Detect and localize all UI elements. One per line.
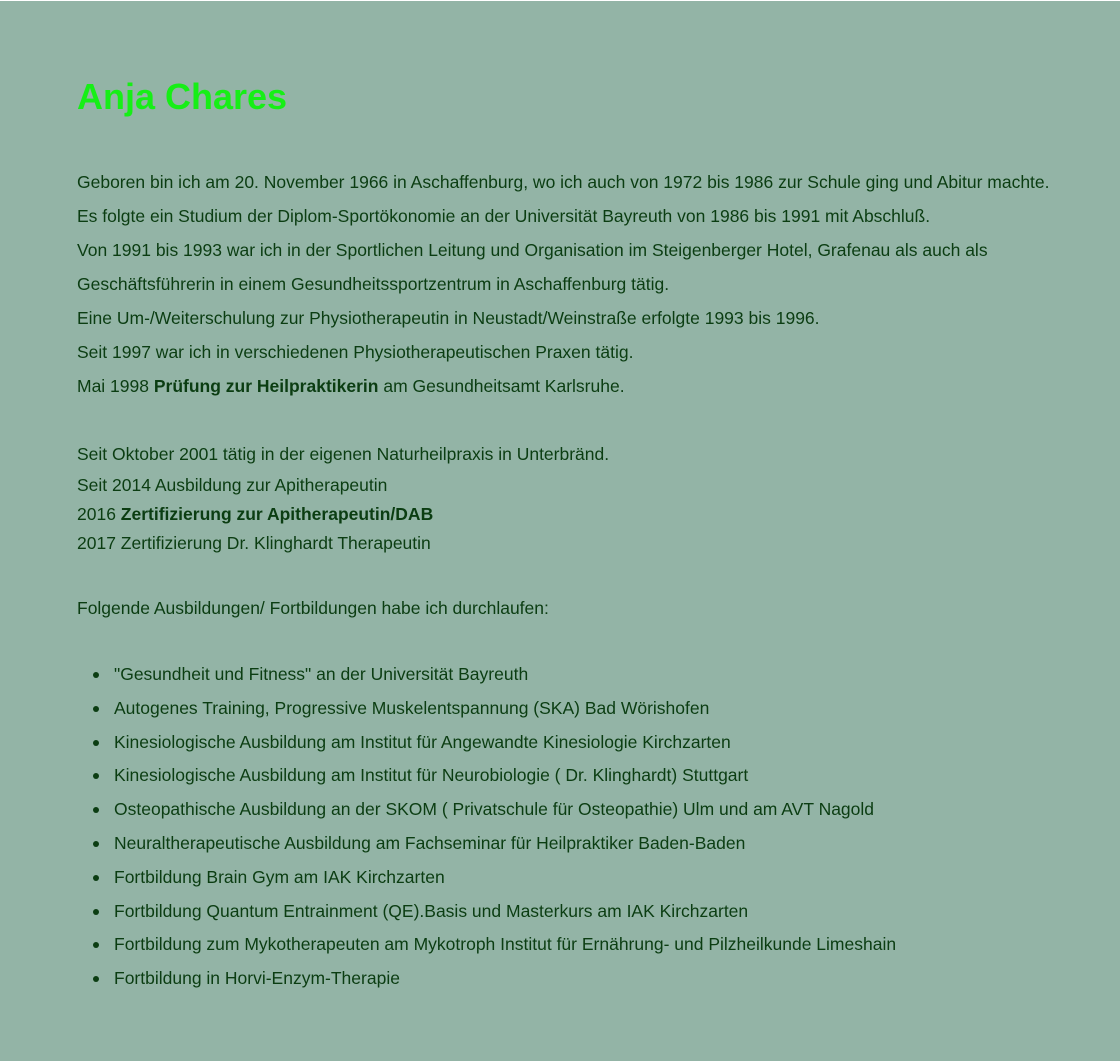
exam-suffix: am Gesundheitsamt Karlsruhe. bbox=[378, 376, 625, 396]
exam-prefix: Mai 1998 bbox=[77, 376, 154, 396]
bio-career: Von 1991 bis 1993 war ich in der Sportlichen Leitung und Organisation im Steigenberger Hotel, Grafenau als auch als Geschäftsführerin in einem Gesundheitssportzentrum in Aschaffenburg tätig. bbox=[77, 240, 988, 294]
courses-list bbox=[77, 658, 1077, 996]
list-item: Neuraltherapeutische Ausbildung am Fachseminar für Heilpraktiker Baden-Baden bbox=[114, 827, 1077, 861]
credentials bbox=[77, 471, 1077, 558]
list-item: Fortbildung zum Mykotherapeuten am Mykotroph Institut für Ernährung- und Pilzheilkunde Limeshain bbox=[114, 928, 1077, 962]
biography bbox=[77, 165, 1077, 471]
list-item: Fortbildung in Horvi-Enzym-Therapie bbox=[114, 962, 1077, 996]
cert-prefix: 2016 bbox=[77, 504, 121, 524]
main-content bbox=[77, 77, 1077, 996]
bio-own-practice: Seit Oktober 2001 tätig in der eigenen Naturheilpraxis in Unterbränd. bbox=[77, 444, 610, 464]
bio-physio-training: Eine Um-/Weiterschulung zur Physiotherapeutin in Neustadt/Weinstraße erfolgte 1993 bis 1996. bbox=[77, 308, 820, 328]
courses-intro: Folgende Ausbildungen/ Fortbildungen habe ich durchlaufen: bbox=[77, 598, 549, 618]
list-item: Fortbildung Quantum Entrainment (QE).Basis und Masterkurs am IAK Kirchzarten bbox=[114, 895, 1077, 929]
credential-apitherapy-training: Seit 2014 Ausbildung zur Apitherapeutin bbox=[77, 475, 388, 495]
spacer bbox=[77, 403, 1077, 437]
exam-highlight: Prüfung zur Heilpraktikerin bbox=[153, 376, 379, 396]
credential-klinghardt-certification: 2017 Zertifizierung Dr. Klinghardt Therapeutin bbox=[77, 533, 431, 553]
list-item: "Gesundheit und Fitness" an der Universität Bayreuth bbox=[114, 658, 1077, 692]
page-title: Anja Chares bbox=[77, 76, 288, 117]
credential-apitherapy-certification bbox=[77, 500, 1077, 529]
bio-heilpraktiker-exam bbox=[77, 369, 1077, 403]
bio-studies: Es folgte ein Studium der Diplom-Sportökonomie an der Universität Bayreuth von 1986 bis 1991 mit Abschluß. bbox=[77, 206, 931, 226]
list-item: Osteopathische Ausbildung an der SKOM ( Privatschule für Osteopathie) Ulm und am AVT Nagold bbox=[114, 793, 1077, 827]
list-item: Fortbildung Brain Gym am IAK Kirchzarten bbox=[114, 861, 1077, 895]
list-item: Kinesiologische Ausbildung am Institut für Neurobiologie ( Dr. Klinghardt) Stuttgart bbox=[114, 759, 1077, 793]
list-item: Autogenes Training, Progressive Muskelentspannung (SKA) Bad Wörishofen bbox=[114, 692, 1077, 726]
bio-birth: Geboren bin ich am 20. November 1966 in Aschaffenburg, wo ich auch von 1972 bis 1986 zur Schule ging und Abitur machte. bbox=[77, 172, 1050, 192]
list-item: Kinesiologische Ausbildung am Institut für Angewandte Kinesiologie Kirchzarten bbox=[114, 726, 1077, 760]
bio-physio-practice: Seit 1997 war ich in verschiedenen Physiotherapeutischen Praxen tätig. bbox=[77, 342, 634, 362]
cert-highlight: Zertifizierung zur Apitherapeutin/DAB bbox=[120, 504, 434, 524]
